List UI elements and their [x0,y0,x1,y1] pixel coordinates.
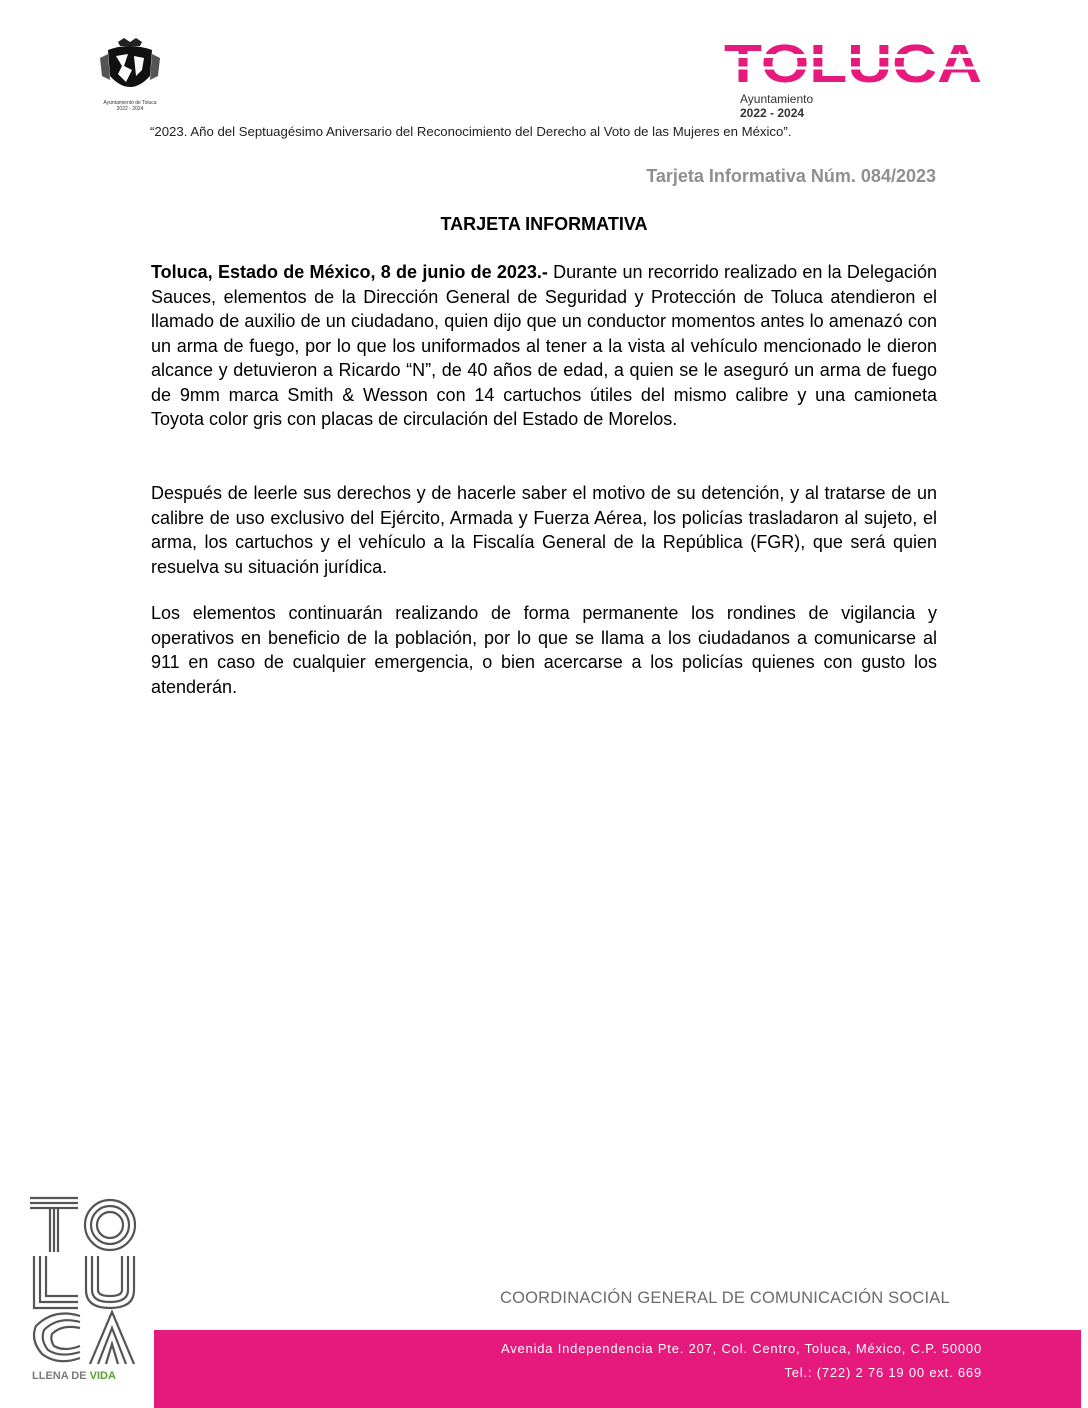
card-number: Tarjeta Informativa Núm. 084/2023 [646,166,936,186]
document-title: TARJETA INFORMATIVA [440,214,648,234]
logo-subtitle: Ayuntamiento [740,92,814,106]
toluca-wordmark [724,36,986,88]
toluca-stacked-logo-icon [28,1194,142,1366]
footer-phone: Tel.: (722) 2 76 19 00 ext. 669 [784,1365,982,1380]
municipal-crest-logo [88,36,172,120]
toluca-wordmark-text: TOLUCA [724,36,982,88]
crest-emblem-icon [94,36,166,100]
paragraph-2: Después de leerle sus derechos y de hacerle saber el motivo de su detención, y al tratarse de un calibre de uso exclusivo del Ejército, Armada y Fuerza Aérea, los policías trasladaron al sujeto, el arma, los cartuchos y el vehículo a la Fiscalía General de la República (FGR), que será quien resuelva su situación jurídica. [151,483,937,577]
crest-caption: Ayuntamiento de Toluca [103,100,157,106]
coordination-label: COORDINACIÓN GENERAL DE COMUNICACIÓN SOCIAL [500,1289,950,1307]
slogan-part-2: VIDA [89,1370,116,1382]
crest-years: 2022 - 2024 [116,106,144,112]
footer-address: Avenida Independencia Pte. 207, Col. Centro, Toluca, México, C.P. 50000 [500,1341,982,1356]
toluca-llena-de-vida-logo [28,1194,142,1392]
logo-years: 2022 - 2024 [740,106,805,120]
dateline: Toluca, Estado de México, 8 de junio de 2023.- [151,262,548,282]
slogan-part-1: LLENA DE [32,1370,87,1382]
toluca-ayuntamiento-logo [724,36,986,122]
slogan [32,1370,116,1382]
paragraph-1-text: Durante un recorrido realizado en la Delegación Sauces, elementos de la Dirección General de Seguridad y Protección de Toluca atendieron el llamado de auxilio de un ciudadano, quien dijo que un conductor momentos antes lo amenazó con un arma de fuego, por lo que los uniformados al tener a la vista al vehículo mencionado le dieron alcance y detuvieron a Ricardo “N”, de 40 años de edad, a quien se le aseguró un arma de fuego de 9mm marca Smith & Wesson con 14 cartuchos útiles del mismo calibre y una camioneta Toyota color gris con placas de circulación del Estado de Morelos. [151,262,937,429]
paragraph-3: Los elementos continuarán realizando de forma permanente los rondines de vigilancia y operativos en beneficio de la población, por lo que se llama a los ciudadanos a comunicarse al 911 en caso de cualquier emergencia, o bien acercarse a los policías quienes con gusto los atenderán. [151,603,937,697]
paragraph-1 [151,260,937,432]
year-motto: “2023. Año del Septuagésimo Aniversario del Reconocimiento del Derecho al Voto de las Mujeres en México”. [150,124,792,139]
